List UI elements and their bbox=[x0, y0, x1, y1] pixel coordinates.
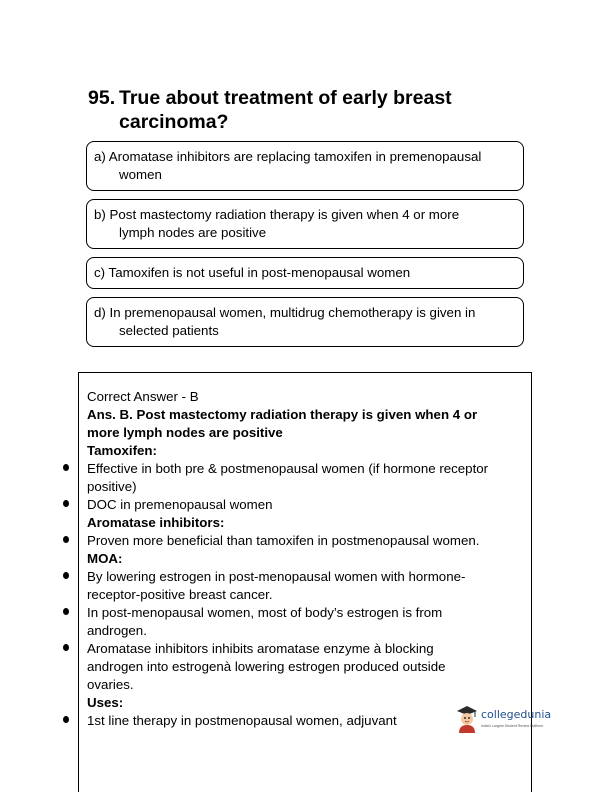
aromatase-heading: Aromatase inhibitors: bbox=[87, 515, 225, 530]
question-title bbox=[88, 86, 488, 134]
option-letter: a) bbox=[94, 149, 106, 164]
answer-title-line1: Ans. B. Post mastectomy radiation therapy is given when 4 or bbox=[87, 407, 478, 422]
option-text-line1: In premenopausal women, multidrug chemotherapy is given in bbox=[109, 305, 476, 320]
tamoxifen-heading: Tamoxifen: bbox=[87, 443, 157, 458]
collegedunia-logo bbox=[455, 705, 552, 735]
answer-content bbox=[87, 388, 532, 730]
bullet-icon bbox=[63, 464, 69, 471]
answer-title-line2: more lymph nodes are positive bbox=[87, 425, 283, 440]
question-text: True about treatment of early breast carcinoma? bbox=[119, 87, 452, 133]
logo-name: collegedunia bbox=[481, 708, 552, 721]
option-text-line2: lymph nodes are positive bbox=[119, 225, 267, 240]
correct-answer: Correct Answer - B bbox=[87, 389, 199, 404]
bullet-icon bbox=[63, 608, 69, 615]
list-item: Effective in both pre & postmenopausal women (if hormone receptor positive) bbox=[87, 460, 532, 496]
list-item: 1st line therapy in postmenopausal women, adjuvant bbox=[87, 712, 532, 730]
list-item: DOC in premenopausal women bbox=[87, 496, 532, 514]
option-text-line1: Post mastectomy radiation therapy is given when 4 or more bbox=[109, 207, 460, 222]
option-text-line1: Tamoxifen is not useful in post-menopausal women bbox=[108, 265, 411, 280]
option-a[interactable] bbox=[86, 141, 524, 191]
moa-heading: MOA: bbox=[87, 551, 123, 566]
option-text-line2: women bbox=[119, 167, 162, 182]
option-text-line1: Aromatase inhibitors are replacing tamoxifen in premenopausal bbox=[108, 149, 482, 164]
bullet-icon bbox=[63, 500, 69, 507]
option-b[interactable] bbox=[86, 199, 524, 249]
logo-tagline: India's Largest Student Review Platform bbox=[481, 724, 544, 728]
option-text-line2: selected patients bbox=[119, 323, 219, 338]
option-letter: c) bbox=[94, 265, 106, 280]
option-c[interactable] bbox=[86, 257, 524, 289]
list-item: In post-menopausal women, most of body’s estrogen is from androgen. bbox=[87, 604, 532, 640]
option-letter: b) bbox=[94, 207, 106, 222]
bullet-icon bbox=[63, 536, 69, 543]
graduate-mascot-icon bbox=[455, 705, 479, 733]
uses-heading: Uses: bbox=[87, 695, 124, 710]
bullet-icon bbox=[63, 716, 69, 723]
option-d[interactable] bbox=[86, 297, 524, 347]
bullet-icon bbox=[63, 572, 69, 579]
question-number: 95. bbox=[88, 87, 116, 109]
list-item: By lowering estrogen in post-menopausal women with hormone- receptor-positive breast cancer. bbox=[87, 568, 532, 604]
bullet-icon bbox=[63, 644, 69, 651]
option-letter: d) bbox=[94, 305, 106, 320]
list-item: Proven more beneficial than tamoxifen in postmenopausal women. bbox=[87, 532, 532, 550]
list-item: Aromatase inhibitors inhibits aromatase enzyme à blocking androgen into estrogenà lowering estrogen produced outside ovaries. bbox=[87, 640, 532, 694]
